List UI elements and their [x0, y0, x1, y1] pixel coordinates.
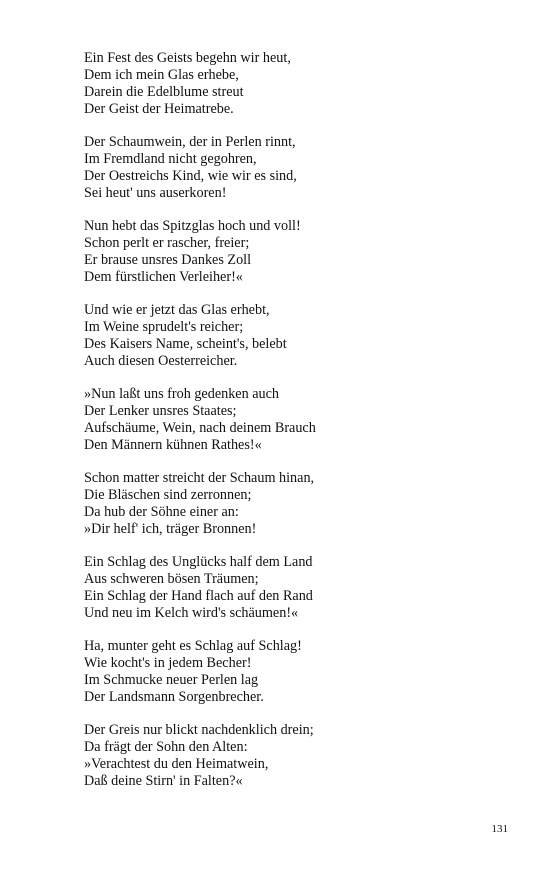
verse-line: Im Fremdland nicht gegohren, [84, 151, 257, 167]
verse-line: Und wie er jetzt das Glas erhebt, [84, 302, 270, 318]
verse-line: Die Bläschen sind zerronnen; [84, 487, 252, 503]
verse-line: Der Schaumwein, der in Perlen rinnt, [84, 134, 296, 150]
verse-line: »Dir helf' ich, träger Bronnen! [84, 521, 257, 537]
verse-line: »Verachtest du den Heimatwein, [84, 756, 269, 772]
verse-line: Der Landsmann Sorgenbrecher. [84, 689, 264, 705]
stanza-6 [84, 470, 504, 538]
verse-line: Den Männern kühnen Rathes!« [84, 437, 262, 453]
verse-line: Und neu im Kelch wird's schäumen!« [84, 605, 299, 621]
verse-line: Auch diesen Oesterreicher. [84, 353, 238, 369]
verse-line: Daß deine Stirn' in Falten?« [84, 773, 243, 789]
verse-line: Da hub der Söhne einer an: [84, 504, 239, 520]
stanza-9 [84, 722, 504, 790]
verse-line: Ha, munter geht es Schlag auf Schlag! [84, 638, 302, 654]
verse-line: Darein die Edelblume streut [84, 84, 244, 100]
verse-line: Im Schmucke neuer Perlen lag [84, 672, 259, 688]
verse-line: Der Geist der Heimatrebe. [84, 101, 234, 117]
stanza-3 [84, 218, 504, 286]
stanza-2 [84, 134, 504, 202]
verse-line: Nun hebt das Spitzglas hoch und voll! [84, 218, 301, 234]
stanza-1 [84, 50, 504, 118]
poem-text [84, 50, 504, 806]
stanza-5 [84, 386, 504, 454]
verse-line: Ein Schlag des Unglücks half dem Land [84, 554, 313, 570]
verse-line: Der Lenker unsres Staates; [84, 403, 237, 419]
verse-line: Im Weine sprudelt's reicher; [84, 319, 244, 335]
stanza-4 [84, 302, 504, 370]
stanza-7 [84, 554, 504, 622]
stanza-8 [84, 638, 504, 706]
verse-line: Des Kaisers Name, scheint's, belebt [84, 336, 287, 352]
verse-line: Ein Schlag der Hand flach auf den Rand [84, 588, 313, 604]
verse-line: Ein Fest des Geists begehn wir heut, [84, 50, 291, 66]
verse-line: Schon perlt er rascher, freier; [84, 235, 250, 251]
verse-line: Schon matter streicht der Schaum hinan, [84, 470, 315, 486]
page-number: 131 [491, 823, 508, 835]
verse-line: Dem ich mein Glas erhebe, [84, 67, 239, 83]
verse-line: Er brause unsres Dankes Zoll [84, 252, 252, 268]
verse-line: »Nun laßt uns froh gedenken auch [84, 386, 280, 402]
verse-line: Aus schweren bösen Träumen; [84, 571, 259, 587]
verse-line: Wie kocht's in jedem Becher! [84, 655, 252, 671]
verse-line: Da frägt der Sohn den Alten: [84, 739, 248, 755]
verse-line: Der Greis nur blickt nachdenklich drein; [84, 722, 314, 738]
verse-line: Aufschäume, Wein, nach deinem Brauch [84, 420, 316, 436]
verse-line: Der Oestreichs Kind, wie wir es sind, [84, 168, 297, 184]
verse-line: Sei heut' uns auserkoren! [84, 185, 227, 201]
verse-line: Dem fürstlichen Verleiher!« [84, 269, 243, 285]
